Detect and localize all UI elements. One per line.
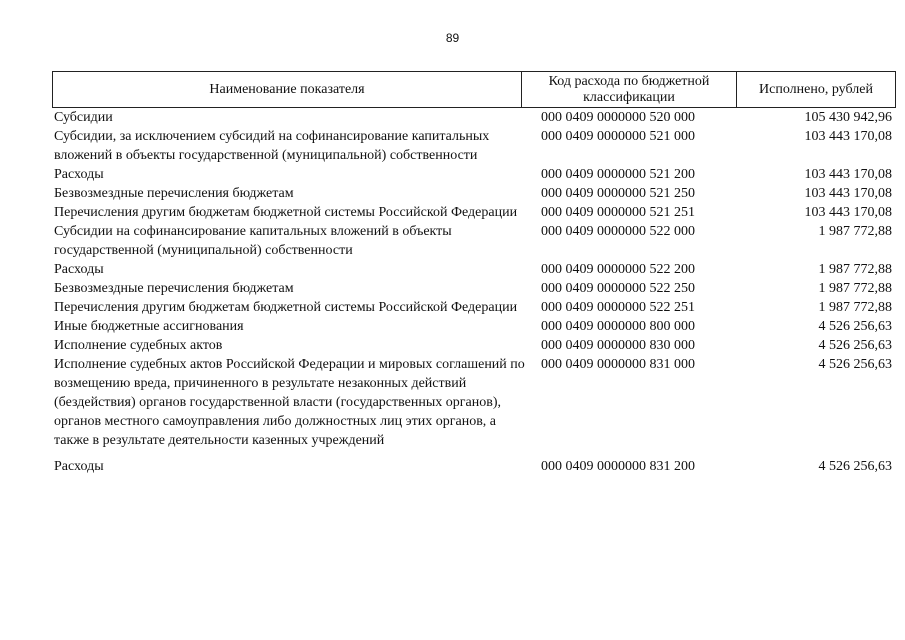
row-amount: 1 987 772,88 xyxy=(818,281,892,296)
row-name: Расходы xyxy=(54,167,104,182)
table-row xyxy=(52,165,895,184)
table-row xyxy=(52,298,895,317)
row-amount: 4 526 256,63 xyxy=(818,357,892,372)
table-row xyxy=(52,336,895,355)
header-name: Наименование показателя xyxy=(53,72,522,108)
row-amount: 105 430 942,96 xyxy=(804,110,892,125)
row-code: 000 0409 0000000 521 251 xyxy=(541,205,695,220)
row-code: 000 0409 0000000 522 000 xyxy=(541,224,695,239)
row-name: Безвозмездные перечисления бюджетам xyxy=(54,186,294,201)
row-name: Перечисления другим бюджетам бюджетной системы Российской Федерации xyxy=(54,205,518,220)
table-body xyxy=(52,108,895,476)
table-row xyxy=(52,317,895,336)
table-row xyxy=(52,108,895,127)
row-code: 000 0409 0000000 521 250 xyxy=(541,186,695,201)
table-header xyxy=(52,71,896,108)
table-row xyxy=(52,279,895,298)
row-amount: 4 526 256,63 xyxy=(818,459,892,474)
row-name: Расходы xyxy=(54,262,104,277)
row-amount: 4 526 256,63 xyxy=(818,338,892,353)
table-row xyxy=(52,260,895,279)
row-code: 000 0409 0000000 522 251 xyxy=(541,300,695,315)
header-code: Код расхода по бюджетной классификации xyxy=(522,72,737,108)
table-row xyxy=(52,184,895,203)
row-code: 000 0409 0000000 520 000 xyxy=(541,110,695,125)
row-name: Иные бюджетные ассигнования xyxy=(54,319,244,334)
row-amount: 103 443 170,08 xyxy=(804,129,892,144)
row-amount: 1 987 772,88 xyxy=(818,224,892,239)
row-code: 000 0409 0000000 522 200 xyxy=(541,262,695,277)
table-row xyxy=(52,222,895,260)
row-code: 000 0409 0000000 800 000 xyxy=(541,319,695,334)
row-amount: 103 443 170,08 xyxy=(804,167,892,182)
table-row xyxy=(52,457,895,476)
header-amount: Исполнено, рублей xyxy=(737,72,896,108)
row-code: 000 0409 0000000 830 000 xyxy=(541,338,695,353)
row-code: 000 0409 0000000 521 000 xyxy=(541,129,695,144)
row-amount: 103 443 170,08 xyxy=(804,186,892,201)
row-name: Исполнение судебных актов xyxy=(54,338,223,353)
row-code: 000 0409 0000000 522 250 xyxy=(541,281,695,296)
row-amount: 103 443 170,08 xyxy=(804,205,892,220)
page-number: 89 xyxy=(445,31,460,45)
row-name: Перечисления другим бюджетам бюджетной системы Российской Федерации xyxy=(54,300,518,315)
row-name: Исполнение судебных актов Российской Федерации и мировых соглашений по возмещению вреда, причиненного в результате незаконных действий (бездействия) органов государственной власти (государственных органов), органов местного самоуправления либо должностных лиц этих органов, а также в результате деятельности казенных учреждений xyxy=(54,357,525,448)
row-name: Расходы xyxy=(54,459,104,474)
row-name: Субсидии, за исключением субсидий на софинансирование капитальных вложений в объекты государственной (муниципальной) собственности xyxy=(54,129,490,163)
table-row xyxy=(52,355,895,450)
row-amount: 1 987 772,88 xyxy=(818,300,892,315)
row-name: Субсидии xyxy=(54,110,113,125)
row-name: Субсидии на софинансирование капитальных вложений в объекты государственной (муниципальной) собственности xyxy=(54,224,452,258)
row-code: 000 0409 0000000 831 000 xyxy=(541,357,695,372)
row-code: 000 0409 0000000 521 200 xyxy=(541,167,695,182)
row-amount: 4 526 256,63 xyxy=(818,319,892,334)
row-amount: 1 987 772,88 xyxy=(818,262,892,277)
table-row xyxy=(52,203,895,222)
row-name: Безвозмездные перечисления бюджетам xyxy=(54,281,294,296)
row-code: 000 0409 0000000 831 200 xyxy=(541,459,695,474)
table-row xyxy=(52,127,895,165)
